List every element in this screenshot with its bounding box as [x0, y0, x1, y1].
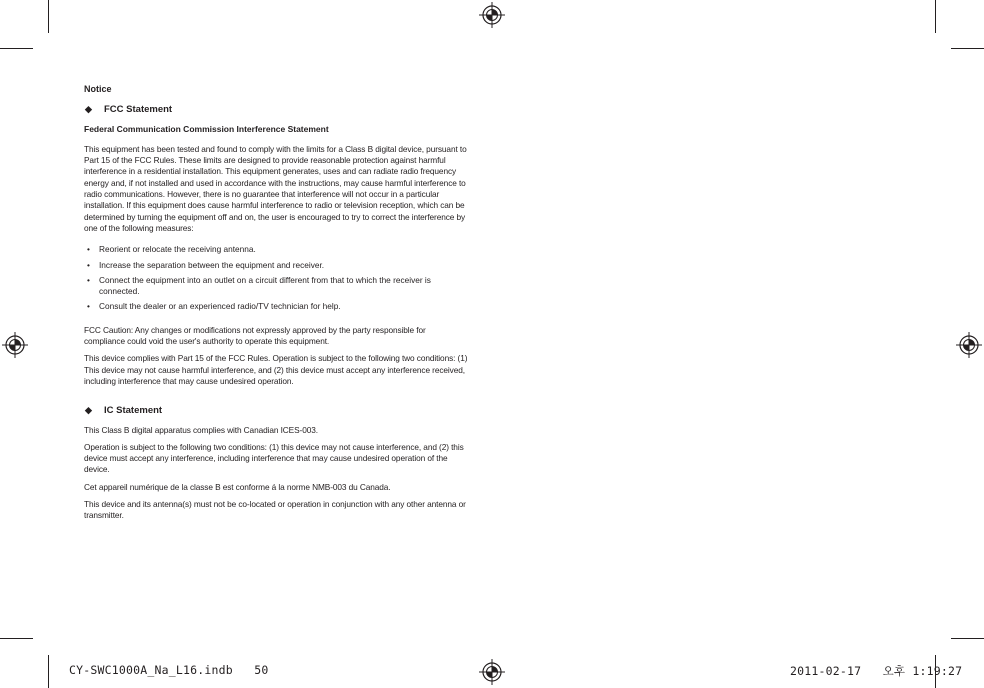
bullet-icon: • [87, 244, 90, 255]
notice-title: Notice [84, 84, 112, 94]
list-item [84, 301, 468, 312]
measure-text: Increase the separation between the equipment and receiver. [99, 259, 325, 270]
crop-mark [48, 0, 49, 33]
bullet-icon: • [87, 274, 90, 285]
fcc-compliance-paragraph: This device complies with Part 15 of the FCC Rules. Operation is subject to the following two conditions: (1) This device may not cause harmful interference, and (2) this device must accept any interference received, including interference that may cause undesired operation. [84, 353, 468, 386]
crop-mark [0, 638, 33, 639]
fcc-subheading: Federal Communication Commission Interference Statement [84, 123, 329, 134]
fcc-heading [84, 104, 468, 115]
print-slug-timestamp: 2011-02-17 오후 1:19:27 [790, 664, 963, 678]
measure-text: Connect the equipment into an outlet on a circuit different from that to which the receiver is connected. [99, 274, 431, 297]
registration-mark-icon [478, 658, 506, 686]
measure-text: Reorient or relocate the receiving antenna. [99, 244, 256, 255]
ic-paragraph: This Class B digital apparatus complies with Canadian ICES-003. [84, 424, 318, 435]
fcc-measures-list [84, 244, 468, 312]
ic-heading-text: IC Statement [104, 405, 163, 417]
bullet-icon: • [87, 301, 90, 312]
fcc-intro-paragraph: This equipment has been tested and found to comply with the limits for a Class B digital device, pursuant to Part 15 of the FCC Rules. These limits are designed to provide reasonable protection against harmful interference in a residential installation. This equipment generates, uses and can radiate radio frequency energy and, if not installed and used in accordance with the instructions, may cause harmful interference to radio communications. However, there is no guarantee that interference will not occur in a particular installation. If this equipment does cause harmful interference to radio or television reception, which can be determined by turning the equipment off and on, the user is encouraged to try to correct the interference by one of the following measures: [84, 143, 467, 233]
ic-paragraph: This device and its antenna(s) must not be co-located or operation in conjunction with any other antenna or transmitter. [84, 499, 466, 521]
list-item [84, 244, 468, 255]
diamond-bullet-icon: ◆ [85, 405, 92, 416]
ic-heading [84, 405, 468, 416]
list-item [84, 260, 468, 271]
diamond-bullet-icon: ◆ [85, 104, 92, 115]
measure-text: Consult the dealer or an experienced radio/TV technician for help. [99, 301, 341, 312]
bullet-icon: • [87, 259, 90, 270]
crop-mark [0, 48, 33, 49]
crop-mark [951, 48, 984, 49]
print-slug-file: CY-SWC1000A_Na_L16.indb 50 [69, 663, 269, 677]
ic-paragraph: Cet appareil numérique de la classe B est conforme á la norme NMB-003 du Canada. [84, 481, 391, 492]
notice-section [84, 84, 468, 528]
registration-mark-icon [1, 331, 29, 359]
list-item [84, 275, 468, 298]
registration-mark-icon [955, 331, 983, 359]
ic-paragraph: Operation is subject to the following two conditions: (1) this device may not cause interference, and (2) this device must accept any interference, including interference that may cause undesired operation of the device. [84, 441, 464, 475]
fcc-caution-paragraph: FCC Caution: Any changes or modifications not expressly approved by the party responsible for compliance could void the user's authority to operate this equipment. [84, 324, 426, 347]
crop-mark [935, 0, 936, 33]
crop-mark [48, 655, 49, 688]
registration-mark-icon [478, 1, 506, 29]
fcc-heading-text: FCC Statement [104, 104, 173, 116]
crop-mark [951, 638, 984, 639]
